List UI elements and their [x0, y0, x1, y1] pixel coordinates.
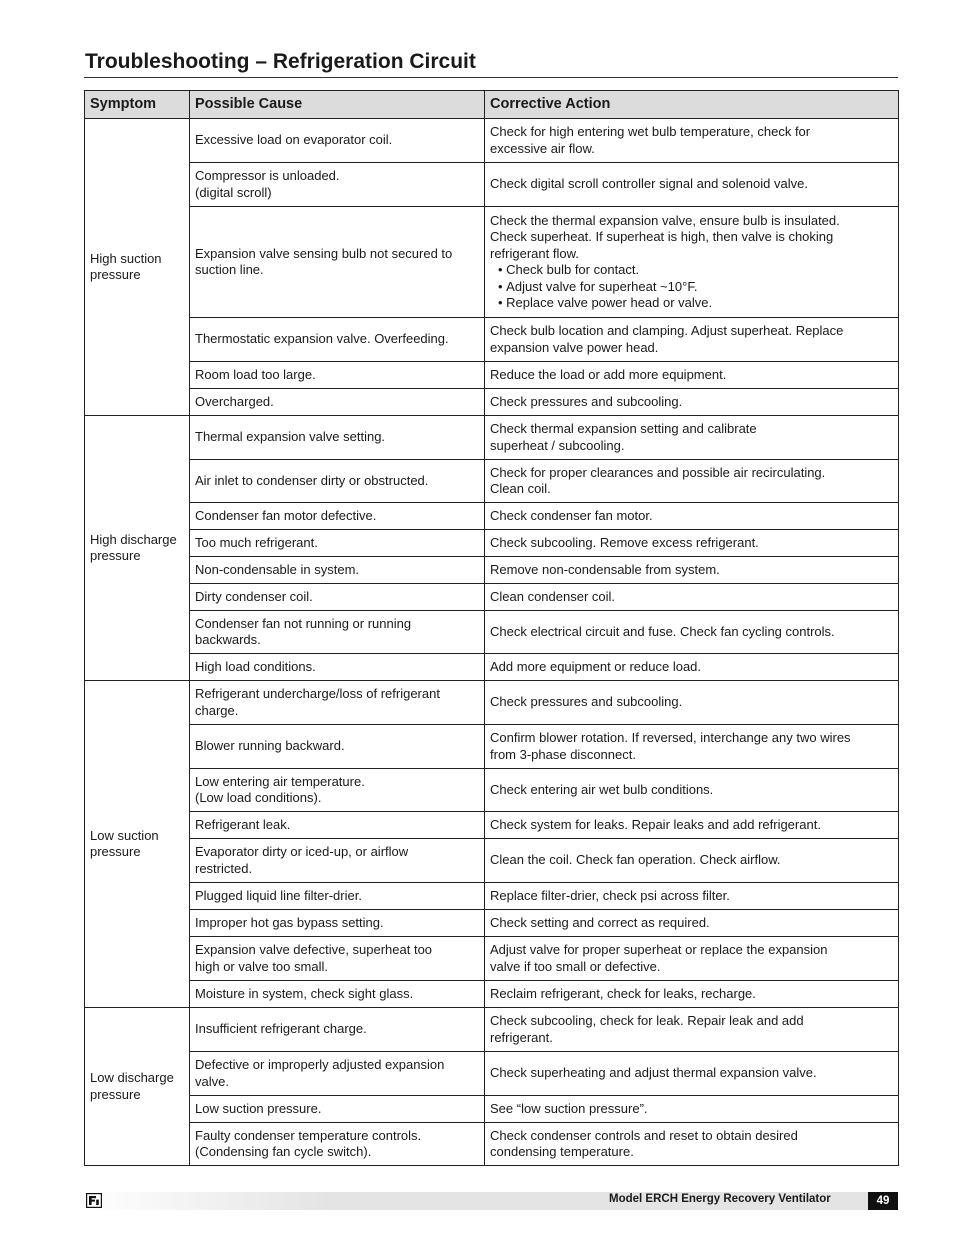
table-row — [85, 769, 899, 812]
table-row — [85, 416, 899, 460]
corrective-action-bullets — [490, 262, 893, 312]
corrective-action-text: See “low suction pressure”. — [490, 1100, 648, 1116]
possible-cause-cell: Insufficient refrigerant charge. — [190, 1008, 485, 1052]
possible-cause-cell: Expansion valve defective, superheat too high or valve too small. — [190, 937, 485, 981]
corrective-action-text: Check digital scroll controller signal and solenoid valve. — [490, 176, 808, 192]
possible-cause-cell: Condenser fan motor defective. — [190, 503, 485, 530]
troubleshooting-table — [84, 90, 899, 1166]
possible-cause-cell: High load conditions. — [190, 654, 485, 681]
corrective-action-text: Reclaim refrigerant, check for leaks, recharge. — [490, 985, 756, 1001]
corrective-action-cell — [485, 725, 899, 769]
table-row — [85, 362, 899, 389]
corrective-action-text: Check subcooling, check for leak. Repair leak and add refrigerant. — [490, 1013, 804, 1045]
corrective-action-text: Check subcooling. Remove excess refrigerant. — [490, 534, 759, 550]
table-row — [85, 839, 899, 883]
corrective-action-text: Check condenser controls and reset to obtain desired condensing temperature. — [490, 1127, 798, 1159]
table-row — [85, 1096, 899, 1123]
corrective-action-text: Check electrical circuit and fuse. Check fan cycling controls. — [490, 623, 835, 639]
symptom-cell: Low discharge pressure — [85, 1008, 190, 1166]
possible-cause-cell: Compressor is unloaded. (digital scroll) — [190, 163, 485, 207]
possible-cause-cell: Refrigerant undercharge/loss of refrigerant charge. — [190, 681, 485, 725]
possible-cause-cell: Air inlet to condenser dirty or obstructed. — [190, 460, 485, 503]
possible-cause-cell: Refrigerant leak. — [190, 812, 485, 839]
corrective-action-text: Check system for leaks. Repair leaks and add refrigerant. — [490, 816, 821, 832]
corrective-action-text: Check pressures and subcooling. — [490, 393, 683, 409]
corrective-action-cell — [485, 839, 899, 883]
corrective-action-cell — [485, 1008, 899, 1052]
corrective-action-cell — [485, 163, 899, 207]
possible-cause-cell: Room load too large. — [190, 362, 485, 389]
possible-cause-cell: Low suction pressure. — [190, 1096, 485, 1123]
corrective-action-text: Remove non-condensable from system. — [490, 561, 720, 577]
corrective-action-text: Add more equipment or reduce load. — [490, 658, 702, 674]
footer-model-name: Model ERCH Energy Recovery Ventilator — [609, 1193, 831, 1205]
corrective-action-cell — [485, 681, 899, 725]
possible-cause-cell: Faulty condenser temperature controls. (Condensing fan cycle switch). — [190, 1123, 485, 1166]
corrective-action-text: Check superheating and adjust thermal expansion valve. — [490, 1065, 817, 1081]
corrective-action-text: Clean condenser coil. — [490, 588, 616, 604]
possible-cause-cell: Defective or improperly adjusted expansion valve. — [190, 1052, 485, 1096]
possible-cause-cell: Dirty condenser coil. — [190, 584, 485, 611]
corrective-action-cell — [485, 981, 899, 1008]
table-row — [85, 318, 899, 362]
symptom-cell: High discharge pressure — [85, 416, 190, 681]
page-number: 49 — [868, 1192, 898, 1210]
corrective-action-cell — [485, 611, 899, 654]
corrective-action-text: Adjust valve for proper superheat or replace the expansion valve if too small or defective. — [490, 942, 828, 974]
table-row — [85, 883, 899, 910]
possible-cause-cell: Condenser fan not running or running backwards. — [190, 611, 485, 654]
corrective-action-text: Check for high entering wet bulb temperature, check for excessive air flow. — [490, 124, 811, 156]
table-row — [85, 557, 899, 584]
page-title: Troubleshooting – Refrigeration Circuit — [85, 50, 476, 73]
table-row — [85, 937, 899, 981]
corrective-action-cell — [485, 769, 899, 812]
corrective-action-cell — [485, 207, 899, 318]
table-row — [85, 530, 899, 557]
possible-cause-cell: Too much refrigerant. — [190, 530, 485, 557]
table-row — [85, 207, 899, 318]
corrective-action-cell — [485, 654, 899, 681]
table-row — [85, 1052, 899, 1096]
possible-cause-cell: Improper hot gas bypass setting. — [190, 910, 485, 937]
possible-cause-cell: Excessive load on evaporator coil. — [190, 119, 485, 163]
corrective-action-cell — [485, 584, 899, 611]
corrective-action-cell — [485, 883, 899, 910]
table-row — [85, 654, 899, 681]
bullet-item: • Check bulb for contact. — [498, 262, 893, 279]
table-row — [85, 584, 899, 611]
corrective-action-cell — [485, 362, 899, 389]
table-row — [85, 725, 899, 769]
corrective-action-cell — [485, 812, 899, 839]
brand-logo-icon — [86, 1193, 102, 1208]
symptom-cell: High suction pressure — [85, 119, 190, 416]
table-row — [85, 1008, 899, 1052]
possible-cause-cell: Low entering air temperature. (Low load conditions). — [190, 769, 485, 812]
possible-cause-cell: Thermostatic expansion valve. Overfeeding. — [190, 318, 485, 362]
table-row — [85, 503, 899, 530]
corrective-action-cell — [485, 530, 899, 557]
corrective-action-cell — [485, 910, 899, 937]
corrective-action-text: Check the thermal expansion valve, ensure bulb is insulated. Check superheat. If superheat is high, then valve is choking refrigerant flow. — [490, 212, 840, 261]
corrective-action-text: Check setting and correct as required. — [490, 914, 710, 930]
corrective-action-cell — [485, 503, 899, 530]
possible-cause-cell: Expansion valve sensing bulb not secured to suction line. — [190, 207, 485, 318]
corrective-action-cell — [485, 318, 899, 362]
table-row — [85, 163, 899, 207]
possible-cause-cell: Evaporator dirty or iced-up, or airflow restricted. — [190, 839, 485, 883]
table-row — [85, 389, 899, 416]
table-row — [85, 119, 899, 163]
possible-cause-cell: Plugged liquid line filter-drier. — [190, 883, 485, 910]
symptom-cell: Low suction pressure — [85, 681, 190, 1008]
corrective-action-text: Check pressures and subcooling. — [490, 694, 683, 710]
possible-cause-cell: Thermal expansion valve setting. — [190, 416, 485, 460]
possible-cause-cell: Moisture in system, check sight glass. — [190, 981, 485, 1008]
corrective-action-cell — [485, 389, 899, 416]
corrective-action-text: Check for proper clearances and possible air recirculating. Clean coil. — [490, 464, 826, 496]
corrective-action-text: Check thermal expansion setting and calibrate superheat / subcooling. — [490, 421, 757, 453]
corrective-action-text: Check entering air wet bulb conditions. — [490, 781, 714, 797]
table-row — [85, 812, 899, 839]
possible-cause-cell: Non-condensable in system. — [190, 557, 485, 584]
corrective-action-text: Replace filter-drier, check psi across filter. — [490, 887, 730, 903]
corrective-action-cell — [485, 119, 899, 163]
corrective-action-text: Clean the coil. Check fan operation. Check airflow. — [490, 852, 781, 868]
possible-cause-cell: Overcharged. — [190, 389, 485, 416]
corrective-action-cell — [485, 937, 899, 981]
table-row — [85, 1123, 899, 1166]
corrective-action-text: Confirm blower rotation. If reversed, interchange any two wires from 3-phase disconnect. — [490, 730, 851, 762]
corrective-action-text: Check condenser fan motor. — [490, 507, 653, 523]
header-possible-cause: Possible Cause — [190, 91, 485, 119]
header-symptom: Symptom — [85, 91, 190, 119]
table-row — [85, 910, 899, 937]
corrective-action-text: Check bulb location and clamping. Adjust superheat. Replace expansion valve power head. — [490, 323, 844, 355]
corrective-action-cell — [485, 416, 899, 460]
corrective-action-cell — [485, 1123, 899, 1166]
corrective-action-cell — [485, 1052, 899, 1096]
corrective-action-cell — [485, 460, 899, 503]
table-row — [85, 681, 899, 725]
bullet-item: • Adjust valve for superheat ~10°F. — [498, 279, 893, 296]
table-row — [85, 981, 899, 1008]
corrective-action-cell — [485, 557, 899, 584]
corrective-action-cell — [485, 1096, 899, 1123]
header-corrective-action: Corrective Action — [485, 91, 899, 119]
bullet-item: • Replace valve power head or valve. — [498, 295, 893, 312]
title-rule — [84, 77, 898, 78]
table-header-row — [85, 91, 899, 119]
possible-cause-cell: Blower running backward. — [190, 725, 485, 769]
corrective-action-text: Reduce the load or add more equipment. — [490, 366, 727, 382]
table-row — [85, 611, 899, 654]
table-row — [85, 460, 899, 503]
